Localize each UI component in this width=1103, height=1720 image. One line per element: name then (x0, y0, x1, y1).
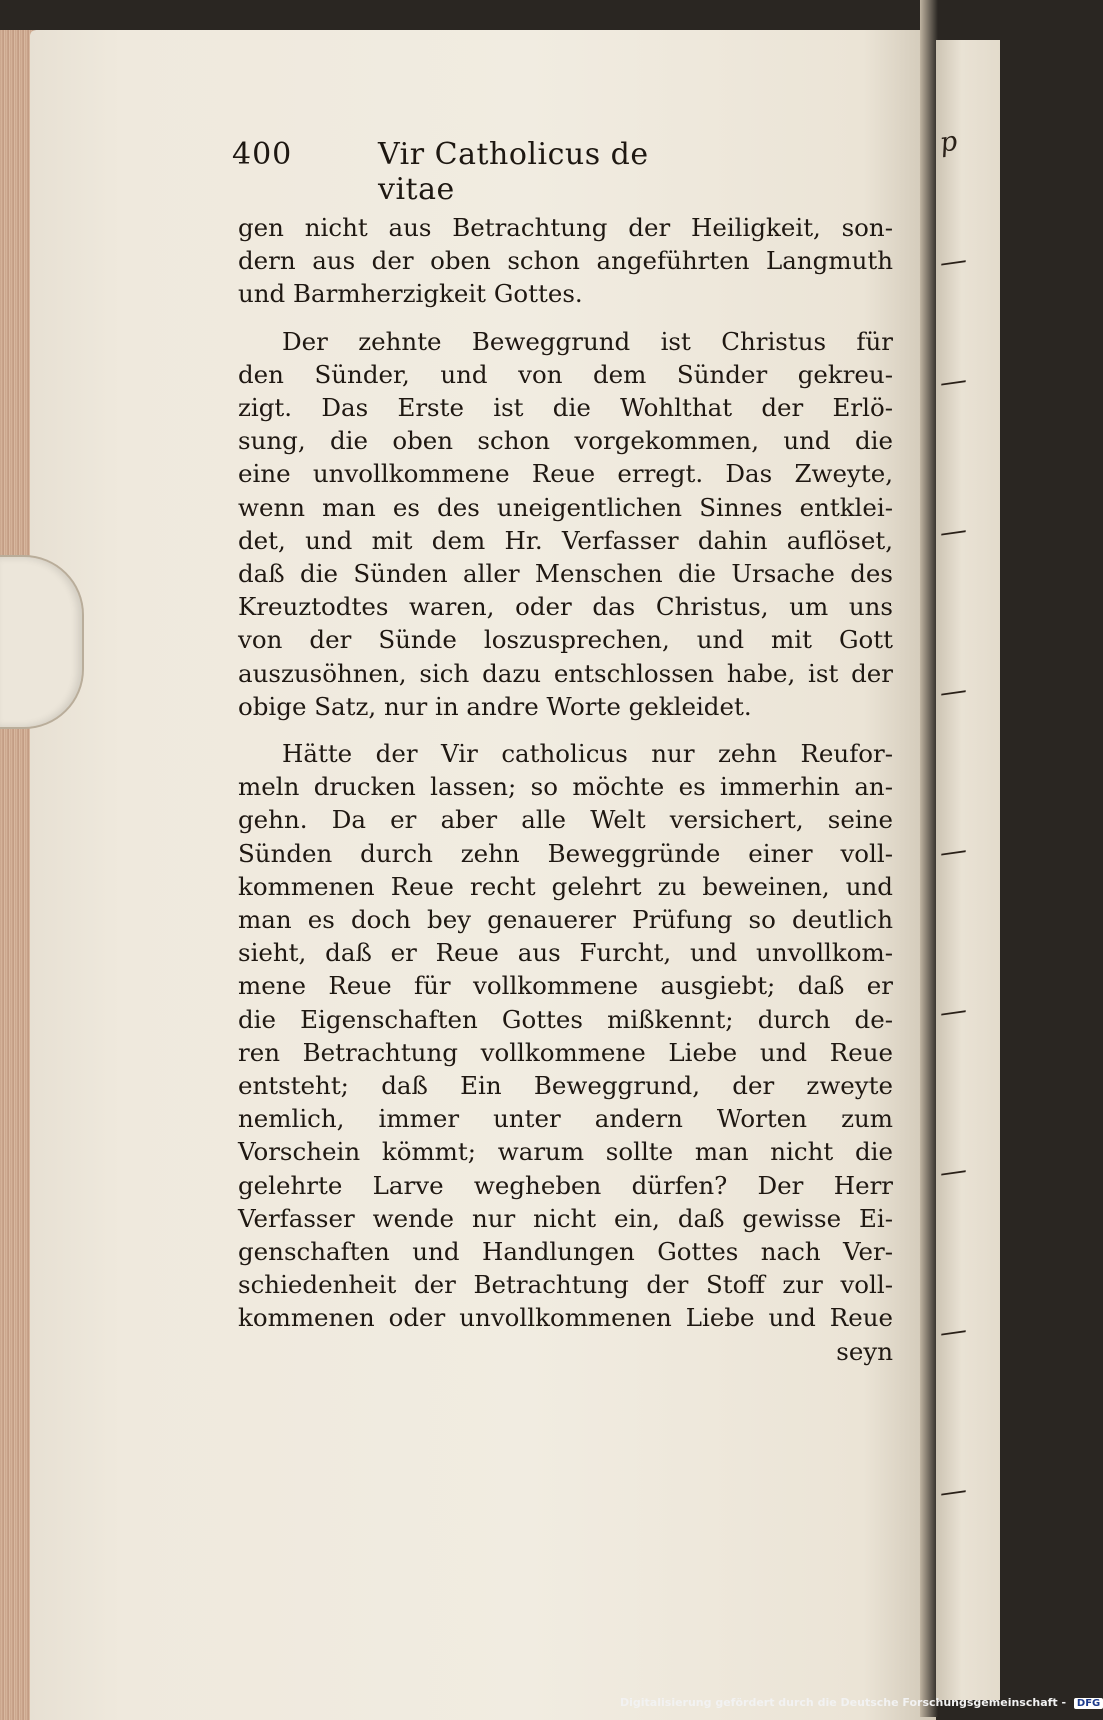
text-line: daß die Sünden aller Menschen die Ursache des (238, 559, 893, 588)
text-line: gehn. Da er aber alle Welt versichert, seine (238, 805, 893, 835)
text-line: Kreuztodtes waren, oder das Christus, um uns (238, 592, 893, 622)
text-line: auszusöhnen, sich dazu entschlossen habe, ist der (238, 658, 893, 688)
text-line: von der Sünde loszusprechen, und mit Gott (238, 625, 893, 655)
text-line: entsteht; daß Ein Beweggrund, der zweyte (238, 1071, 893, 1100)
text-line: und Barmherzigkeit Gottes. (238, 279, 583, 309)
digitization-credit (620, 1696, 1103, 1709)
text-line: Der zehnte Beweggrund ist Christus für (282, 326, 893, 356)
text-line: kommenen Reue recht gelehrt zu beweinen, und (238, 871, 893, 901)
text-line: gen nicht aus Betrachtung der Heiligkeit, son- (238, 213, 893, 242)
text-line: sieht, daß er Reue aus Furcht, und unvollkom- (238, 938, 893, 968)
catchword: seyn (836, 1336, 893, 1366)
text-line: meln drucken lassen; so möchte es immerhin an- (238, 772, 893, 802)
text-line: genschaften und Handlungen Gottes nach Ver- (238, 1237, 893, 1266)
credit-text: Digitalisierung gefördert durch die Deutsche Forschungsgemeinschaft - (620, 1696, 1067, 1709)
page-header (232, 137, 732, 207)
facing-page-letter: — (937, 1314, 969, 1349)
facing-page-letter: — (937, 364, 969, 399)
dfg-logo-icon: DFG (1074, 1698, 1103, 1709)
text-line: eine unvollkommene Reue erregt. Das Zweyte, (238, 459, 893, 489)
page-number: 400 (232, 137, 293, 172)
text-line: mene Reue für vollkommene ausgiebt; daß er (238, 971, 893, 1001)
facing-page-letter: — (937, 834, 969, 869)
text-line: den Sünder, und von dem Sünder gekreu- (238, 359, 893, 389)
text-line: man es doch bey genauerer Prüfung so deutlich (238, 905, 893, 934)
facing-page-letter: — (937, 514, 969, 549)
text-line: det, und mit dem Hr. Verfasser dahin auflöset, (238, 525, 893, 555)
text-line: ren Betrachtung vollkommene Liebe und Reue (238, 1037, 893, 1067)
facing-page-letter: — (937, 994, 969, 1029)
text-line: zigt. Das Erste ist die Wohlthat der Erlö- (238, 393, 893, 422)
facing-page-letter: p (937, 125, 960, 159)
text-line: obige Satz, nur in andre Worte gekleidet. (238, 691, 752, 721)
facing-page-letter: — (937, 674, 969, 709)
running-title: Vir Catholicus de vitae (378, 137, 649, 207)
text-line: dern aus der oben schon angeführten Langmuth (238, 246, 893, 276)
facing-page-letter: — (937, 1154, 969, 1189)
facing-page-fragment (936, 40, 1000, 1700)
book-clasp (0, 555, 84, 729)
text-line: sung, die oben schon vorgekommen, und die (238, 426, 893, 456)
text-line: gelehrte Larve wegheben dürfen? Der Herr (238, 1170, 893, 1200)
facing-page-letter: — (937, 1474, 969, 1509)
text-line: Verfasser wende nur nicht ein, daß gewisse Ei- (238, 1203, 893, 1233)
text-line: schiedenheit der Betrachtung der Stoff zur voll- (238, 1270, 893, 1300)
text-line: nemlich, immer unter andern Worten zum (238, 1104, 893, 1134)
facing-page-letter: — (937, 244, 969, 279)
text-line: Vorschein kömmt; warum sollte man nicht die (238, 1137, 893, 1167)
text-line: die Eigenschaften Gottes mißkennt; durch de- (238, 1004, 893, 1034)
text-line: Hätte der Vir catholicus nur zehn Reufor- (282, 739, 893, 768)
text-line: Sünden durch zehn Beweggründe einer voll- (238, 838, 893, 868)
text-line: wenn man es des uneigentlichen Sinnes entklei- (238, 492, 893, 522)
text-line: kommenen oder unvollkommenen Liebe und Reue (238, 1303, 893, 1333)
